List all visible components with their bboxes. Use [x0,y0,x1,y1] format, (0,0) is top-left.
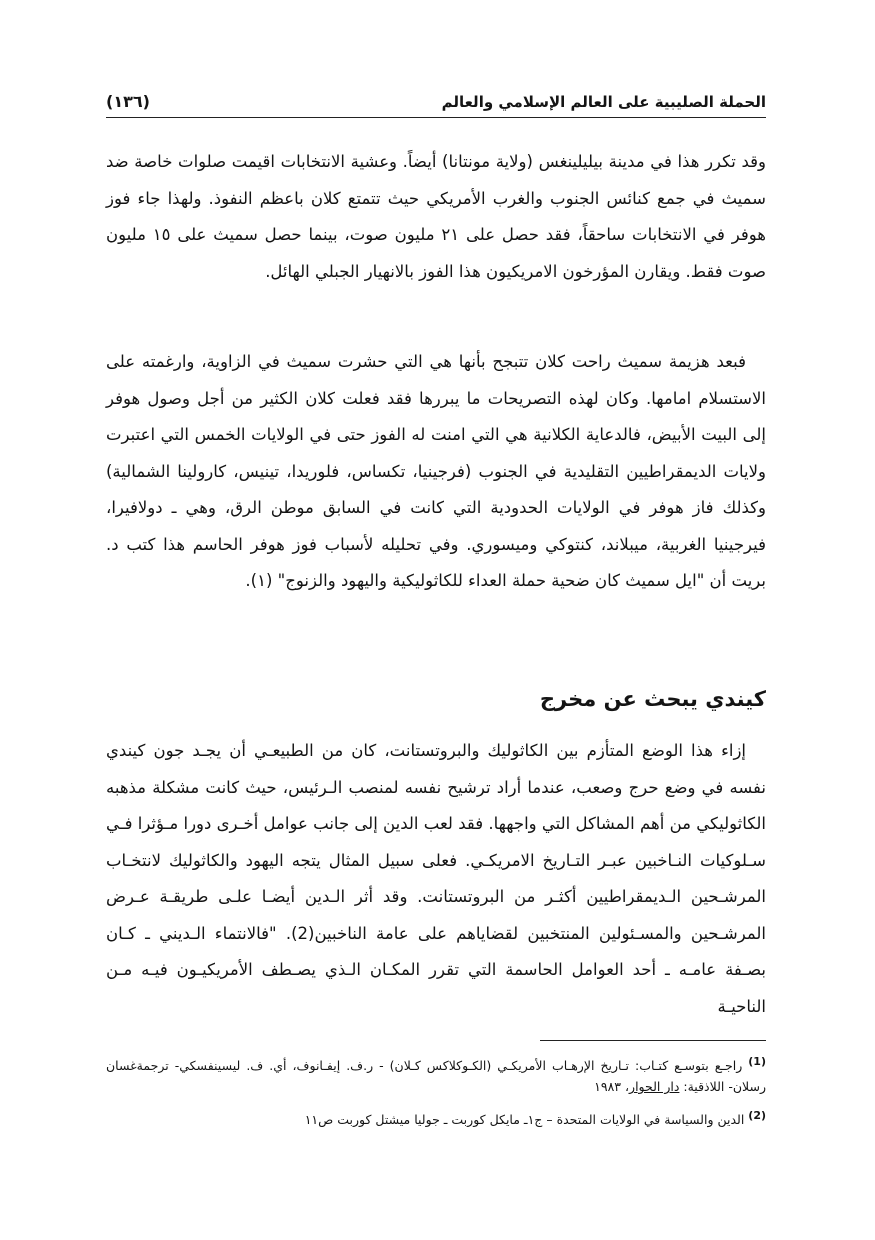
paragraph-2: فبعد هزيمة سميث راحت كلان تتبجح بأنها هي التي حشرت سميث في الزاوية، وارغمته على الاستسلام امامها. وكان لهذه التصريحات ما يبررها فقد فعلت كلان الكثير من أجل وصول هوفر إلى البيت الأبيض، فالدعاية الكلانية هي التي امنت له الفوز حتى في الولايات الخمس التي اعتبرت ولايات الديمقراطيين التقليدية في الجنوب (فرجينيا، تكساس، فلوريدا، تينيس، كارولينا الشمالية) وكذلك فاز هوفر في الولايات الحدودية التي كانت في السابق موطن الرق، وهي ـ دولافيرا، فيرجينيا الغربية، ميبلاند، كنتوكي وميسوري. وفي تحليله لأسباب فوز هوفر الحاسم هذا كتب د. بريت أن "ايل سميث كان ضحية حملة العداء للكاثوليكية واليهود والزنوج" (١). [106,352,766,590]
running-header [106,86,766,118]
document-page [106,0,766,1240]
footnote-1-year: ، ١٩٨٣ [594,1079,630,1095]
paragraph-3: إزاء هذا الوضع المتأزم بين الكاثوليك والبروتستانت، كان من الطبيعـي أن يجـد جون كيندي نفسه في وضع حرج وصعب، عندما أراد ترشيح نفسه لمنصب الـرئيس، حيث كانت مشكلة مذهبه الكاثوليكي من أهم المشاكل التي واجهها. فقد لعب الدين إلى جانب عوامل أخـرى دورا مـؤثرا فـي سـلوكيات النـاخبين عبـر التـاريخ الامريكـي. فعلى سبيل المثال يتجه اليهود والكاثوليك لانتخـاب المرشـحين الـديمقراطيين أكثـر من البروتستانت. وقد أثر الـدين أيضـا علـى طريقـة عـرض المرشـحين والمسـئولين المنتخبين لقضاياهم على عامة الناخبين(2). "فالانتماء الـديني ـ كـان بصـفة عامـه ـ أحد العوامل الحاسمة التي تقرر المكـان الـذي يصـطف الأمريكيـون فيـه مـن الناحيـة [106,741,766,1016]
footnote-2-marker: (2) [748,1109,766,1122]
footnote-separator [540,1040,766,1041]
paragraph-1: وقد تكرر هذا في مدينة بيليلينغس (ولاية مونتانا) أيضاً. وعشية الانتخابات اقيمت صلوات خاصة ضد سميث في جمع كنائس الجنوب والغرب الأمريكي حيث تتمتع كلان باعظم النفوذ. ولهذا جاء فوز هوفر في الانتخابات ساحقاً، فقد حصل على ٢١ مليون صوت، بينما حصل سميث على ١٥ مليون صوت فقط. ويقارن المؤرخون الامريكيون هذا الفوز بالانهيار الجبلي الهائل. [106,152,766,281]
footnote-2-text: الدين والسياسة في الولايات المتحدة – ج١ـ مايكل كوربت ـ جوليا ميشتل كوربت ص١١ [304,1112,745,1128]
footnote-1-publisher: دار الحوار [629,1079,680,1095]
footnote-1-text: راجـع بتوسـع كتـاب: تـاريخ الإرهـاب الأمريكـي (الكـوكلاكس كـلان) - ر.ف. إيفـانوف، أي. ف. ليسينفسكي- ترجمةغسان رسلان- اللاذقية: [106,1058,766,1095]
book-title: الحملة الصليبية على العالم الإسلامي والعالم [441,93,766,111]
section-heading: كيندي يبحث عن مخرج [539,687,766,711]
footnote-1-marker: (1) [748,1055,766,1068]
page-number: (١٣٦) [106,92,150,111]
footnote-2 [106,1105,766,1130]
footnote-1 [106,1051,766,1097]
